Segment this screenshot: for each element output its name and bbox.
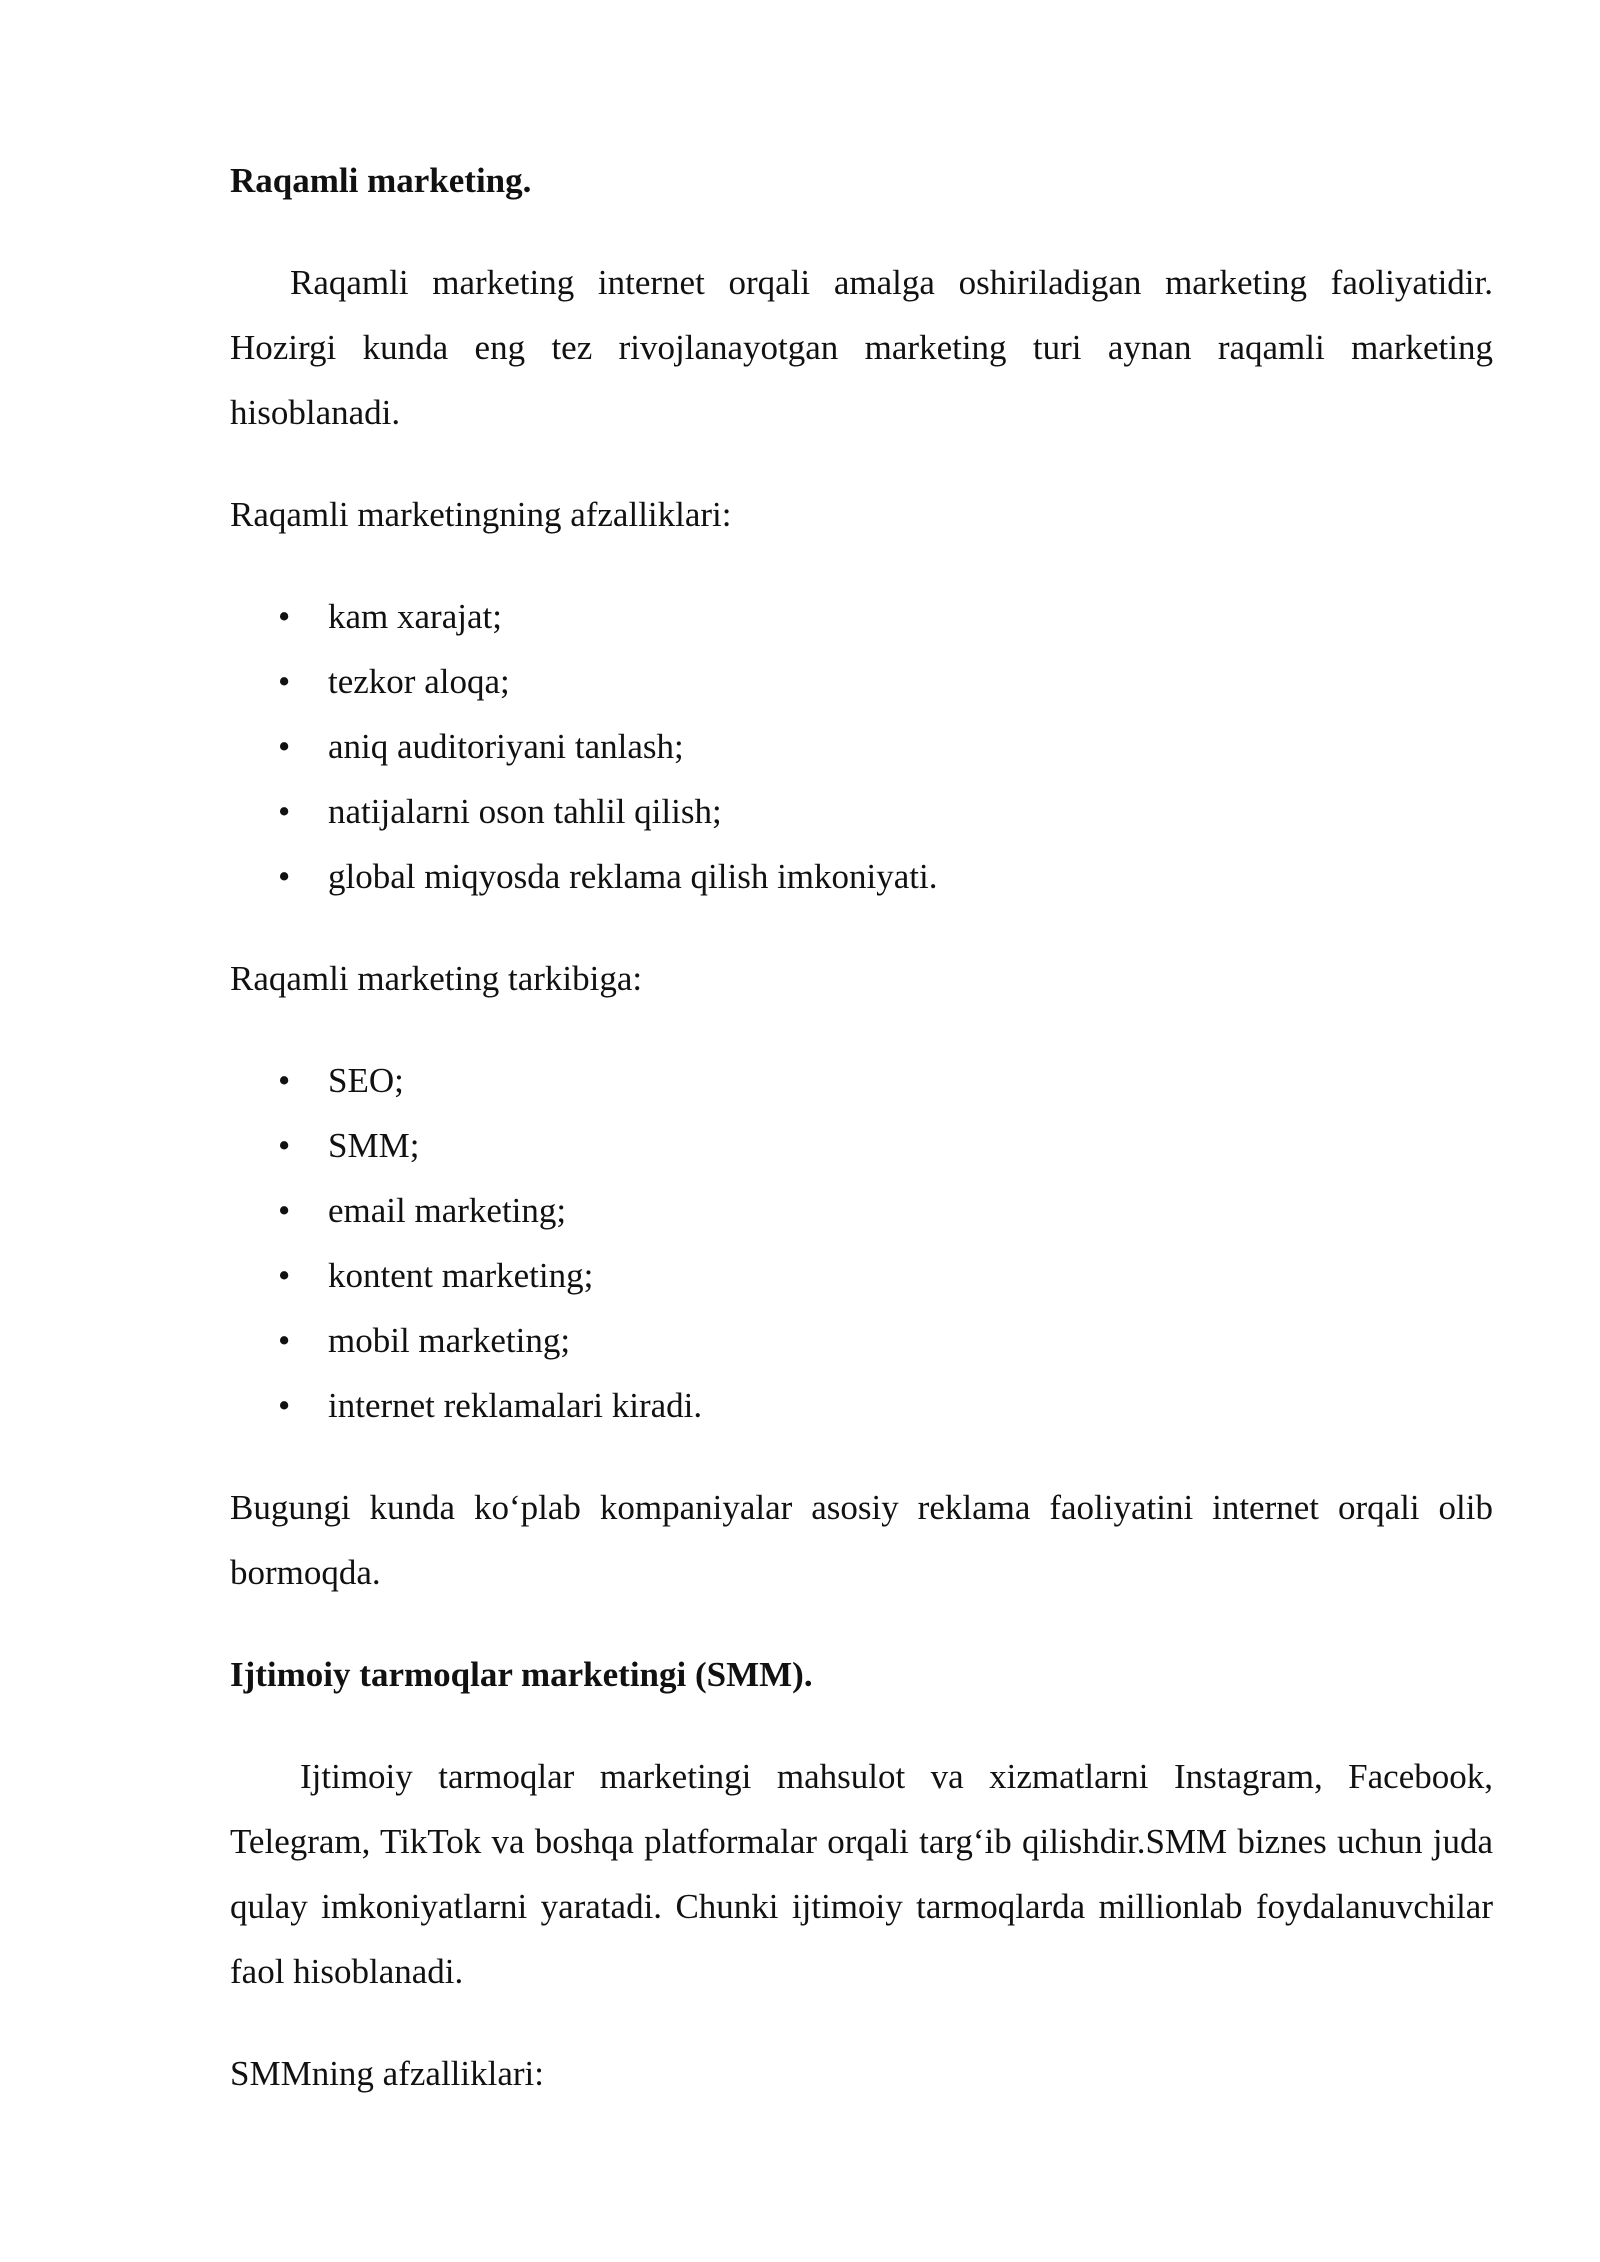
- bullet-icon: •: [278, 727, 291, 766]
- bullet-icon: •: [278, 1321, 291, 1360]
- list-intro-tarkibiga: Raqamli marketing tarkibiga:: [230, 959, 643, 998]
- bullet-icon: •: [278, 597, 291, 636]
- list-item: [230, 1373, 1493, 1438]
- bullet-icon: •: [278, 1191, 291, 1230]
- bullet-icon: •: [278, 662, 291, 701]
- list-item-text: kontent marketing;: [328, 1256, 594, 1295]
- bullet-list-tarkibiga: [230, 1048, 1493, 1438]
- heading-smm: Ijtimoiy tarmoqlar marketingi (SMM).: [230, 1655, 813, 1694]
- list-item-text: aniq auditoriyani tanlash;: [328, 727, 684, 766]
- list-item: [230, 844, 1493, 909]
- list-item: [230, 1048, 1493, 1113]
- bullet-list-afzalliklari: [230, 584, 1493, 909]
- heading-raqamli-marketing: Raqamli marketing.: [230, 161, 532, 200]
- list-item-text: SMM;: [328, 1126, 420, 1165]
- document-page: [230, 148, 1493, 2143]
- bullet-icon: •: [278, 792, 291, 831]
- list-intro-afzalliklari: Raqamli marketingning afzalliklari:: [230, 495, 732, 534]
- paragraph-smm: Ijtimoiy tarmoqlar marketingi mahsulot va xizmatlarni Instagram, Facebook, Telegram, TikTok va boshqa platformalar orqali targ‘ib qilishdir.SMM biznes uchun juda qulay imkoniyatlarni yaratadi. Chunki ijtimoiy tarmoqlarda millionlab foydalanuvchilar faol hisoblanadi.: [230, 1757, 1493, 1991]
- list-item-text: internet reklamalari kiradi.: [328, 1386, 703, 1425]
- list-item-text: email marketing;: [328, 1191, 567, 1230]
- list-item-text: SEO;: [328, 1061, 404, 1100]
- list-item: [230, 1178, 1493, 1243]
- bullet-icon: •: [278, 857, 291, 896]
- bullet-icon: •: [278, 1386, 291, 1425]
- bullet-icon: •: [278, 1061, 291, 1100]
- list-intro-smm-afzalliklari: SMMning afzalliklari:: [230, 2054, 544, 2093]
- list-item: [230, 779, 1493, 844]
- list-item: [230, 714, 1493, 779]
- list-item-text: tezkor aloqa;: [328, 662, 510, 701]
- list-item: [230, 1113, 1493, 1178]
- list-item: [230, 1308, 1493, 1373]
- list-item: [230, 1243, 1493, 1308]
- list-item: [230, 584, 1493, 649]
- paragraph-bugungi-kunda: Bugungi kunda ko‘plab kompaniyalar asosiy reklama faoliyatini internet orqali olib bormoqda.: [230, 1488, 1493, 1592]
- list-item-text: natijalarni oson tahlil qilish;: [328, 792, 722, 831]
- list-item: [230, 649, 1493, 714]
- bullet-icon: •: [278, 1256, 291, 1295]
- bullet-icon: •: [278, 1126, 291, 1165]
- paragraph-intro: Raqamli marketing internet orqali amalga oshiriladigan marketing faoliyatidir. Hozirgi kunda eng tez rivojlanayotgan marketing turi aynan raqamli marketing hisoblanadi.: [230, 263, 1493, 432]
- list-item-text: kam xarajat;: [328, 597, 502, 636]
- list-item-text: mobil marketing;: [328, 1321, 571, 1360]
- list-item-text: global miqyosda reklama qilish imkoniyati.: [328, 857, 938, 896]
